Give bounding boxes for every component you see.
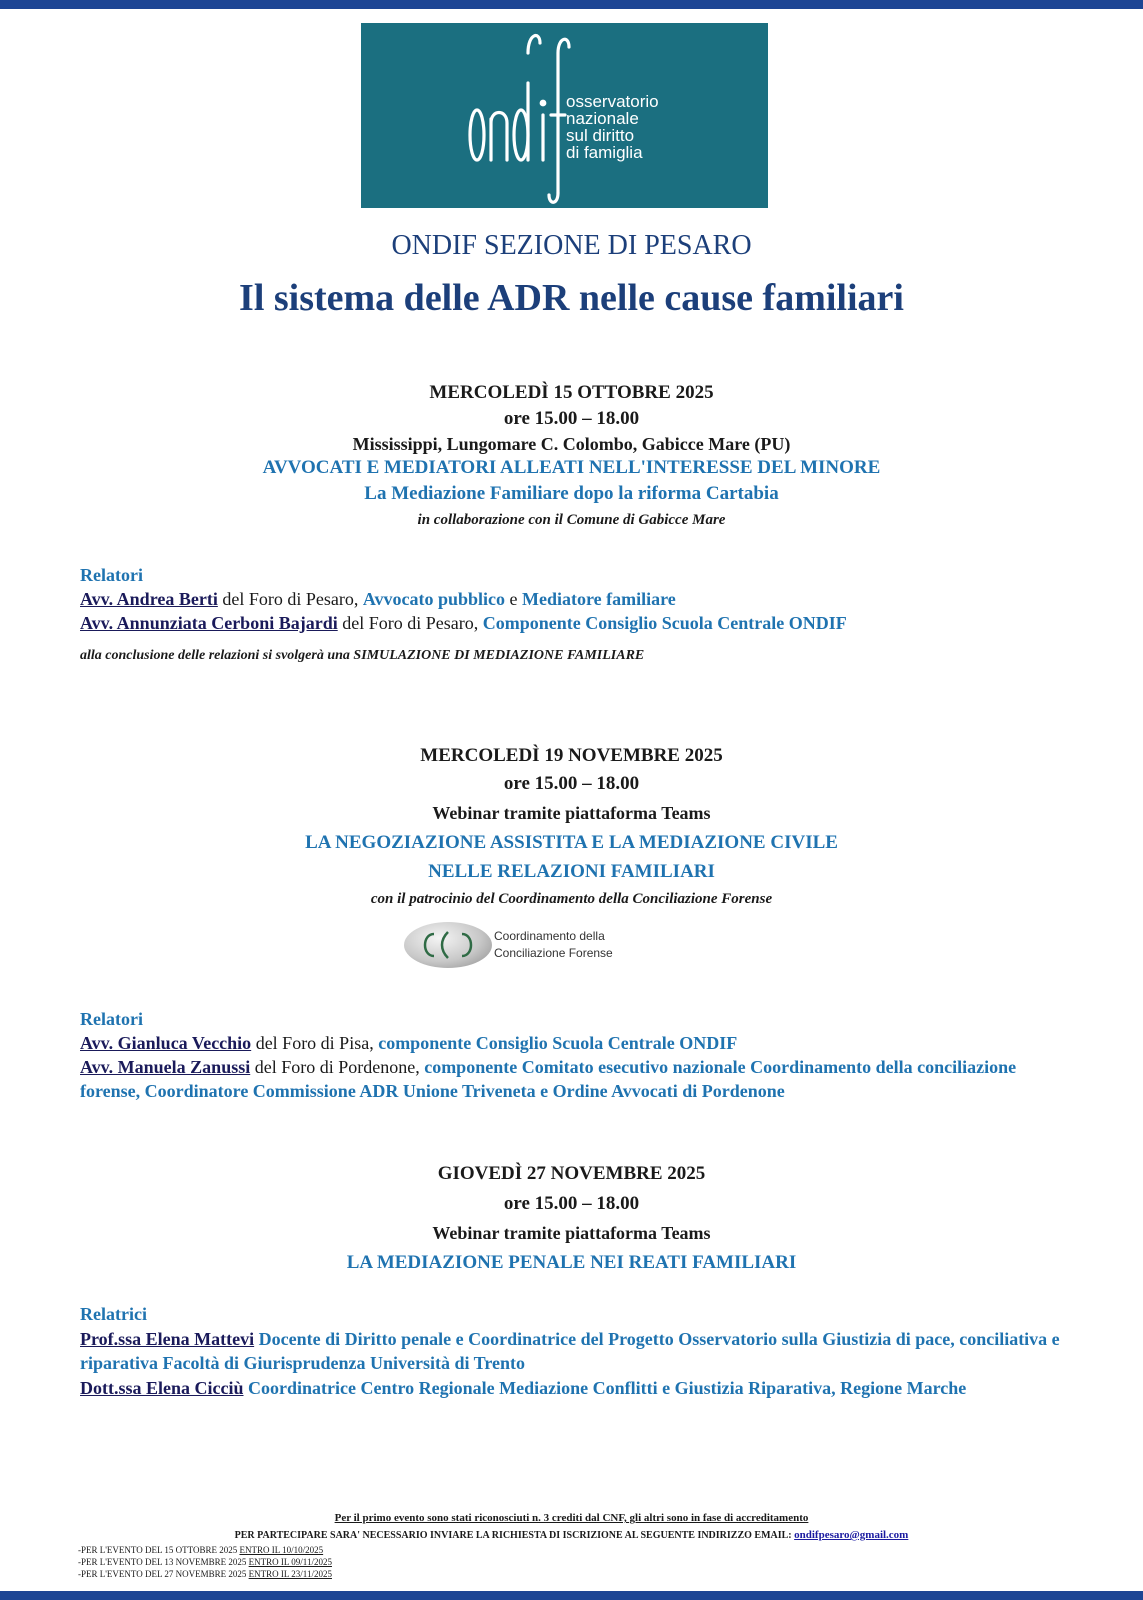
speaker-role: Componente Consiglio Scuola Centrale ONDIF [482, 613, 847, 633]
ccf-logo-line: Conciliazione Forense [494, 946, 613, 960]
event1-topic: AVVOCATI E MEDIATORI ALLEATI NELL'INTERESSE DEL MINORE [262, 457, 881, 478]
event1-subtopic: La Mediazione Familiare dopo la riforma Cartabia [364, 483, 779, 504]
bottom-border [0, 1591, 1143, 1600]
event2-place: Webinar tramite piattaforma Teams [432, 803, 711, 823]
email-link[interactable]: ondifpesaro@gmail.com [794, 1529, 909, 1541]
event1-note: in collaborazione con il Comune di Gabicce Mare [417, 512, 726, 528]
credits-note: Per il primo evento sono stati riconosciuti n. 3 crediti dal CNF, gli altri sono in fase di accreditamento [334, 1512, 809, 1524]
registration-text: PER PARTECIPARE SARA' NECESSARIO INVIARE LA RICHIESTA DI ISCRIZIONE AL SEGUENTE INDIRIZZO EMAIL: [234, 1530, 795, 1541]
event2-date: MERCOLEDÌ 19 NOVEMBRE 2025 [420, 745, 723, 766]
event3-speakers-label: Relatrici [80, 1304, 147, 1324]
ccf-logo-line: Coordinamento della [494, 929, 605, 943]
event1-speakers-label: Relatori [80, 565, 143, 585]
event2-time: ore 15.00 – 18.00 [503, 773, 640, 794]
event3-speaker-1 [80, 1327, 1080, 1375]
deadline-3 [78, 1569, 1143, 1579]
speaker-affiliation: del Foro di Pordenone, [250, 1057, 425, 1077]
speaker-affiliation: del Foro di Pesaro, [337, 613, 483, 633]
event3-place: Webinar tramite piattaforma Teams [432, 1223, 711, 1243]
event1-place: Mississippi, Lungomare C. Colombo, Gabicce Mare (PU) [352, 434, 791, 454]
tagline-line: nazionale [566, 109, 639, 128]
deadline-2 [78, 1557, 1143, 1567]
event1-speaker-2 [80, 611, 1080, 635]
tagline-line: osservatorio [566, 92, 659, 111]
ondif-wordmark-icon [465, 23, 575, 208]
event2-speaker-1 [80, 1031, 1080, 1055]
ccf-monogram-icon [404, 922, 492, 968]
tagline-line: sul diritto [566, 126, 635, 145]
event3-speaker-2 [80, 1376, 1080, 1400]
speaker-name: Avv. Gianluca Vecchio [80, 1033, 252, 1053]
speaker-name: Avv. Manuela Zanussi [80, 1057, 251, 1077]
event2-speaker-2 [80, 1055, 1080, 1103]
speaker-role: Coordinatrice Centro Regionale Mediazione Conflitti e Giustizia Riparativa, Regione Marche [243, 1378, 967, 1398]
coordinamento-logo [404, 920, 644, 970]
top-border [0, 0, 1143, 9]
speaker-conjunction: e [505, 589, 523, 609]
deadline-date: ENTRO IL 09/11/2025 [248, 1557, 332, 1567]
ondif-logo [361, 23, 768, 208]
speaker-name: Avv. Andrea Berti [80, 589, 218, 609]
section-heading: ONDIF SEZIONE DI PESARO [391, 230, 752, 261]
speaker-name: Avv. Annunziata Cerboni Bajardi [80, 613, 338, 633]
deadline-event: -PER L'EVENTO DEL 27 NOVEMBRE 2025 [78, 1569, 249, 1579]
speaker-role: Mediatore familiare [522, 589, 676, 609]
event1-speaker-1 [80, 587, 1080, 611]
ondif-tagline [566, 93, 659, 161]
deadline-date: ENTRO IL 10/10/2025 [239, 1545, 324, 1555]
speaker-name: Prof.ssa Elena Mattevi [80, 1329, 255, 1349]
event1-time: ore 15.00 – 18.00 [503, 408, 640, 429]
event2-subtopic: NELLE RELAZIONI FAMILIARI [428, 861, 715, 882]
speaker-role: Docente di Diritto penale e Coordinatrice del Progetto Osservatorio sulla Giustizia di pace, conciliativa e riparativa Facoltà di Giurisprudenza Università di Trento [80, 1329, 1060, 1373]
speaker-role: componente Comitato esecutivo nazionale Coordinamento della conciliazione forense, Coordinatore Commissione ADR Unione Triveneta e Ordine Avvocati di Pordenone [80, 1057, 1017, 1101]
event1-date: MERCOLEDÌ 15 OTTOBRE 2025 [429, 382, 714, 403]
event3-time: ore 15.00 – 18.00 [503, 1193, 640, 1214]
deadline-event: -PER L'EVENTO DEL 15 OTTOBRE 2025 [78, 1545, 240, 1555]
event1-simulation-note: alla conclusione delle relazioni si svolgerà una SIMULAZIONE DI MEDIAZIONE FAMILIARE [80, 648, 645, 663]
registration-note [0, 1529, 1143, 1541]
speaker-affiliation: del Foro di Pesaro, [217, 589, 363, 609]
event2-topic: LA NEGOZIAZIONE ASSISTITA E LA MEDIAZIONE CIVILE [305, 832, 838, 853]
event3-date: GIOVEDÌ 27 NOVEMBRE 2025 [437, 1163, 706, 1184]
page-title: Il sistema delle ADR nelle cause familiari [239, 277, 904, 319]
ccf-emblem-icon [404, 922, 492, 968]
speaker-role: componente Consiglio Scuola Centrale ONDIF [378, 1033, 738, 1053]
event2-speakers-label: Relatori [80, 1009, 143, 1029]
deadline-1 [78, 1545, 1143, 1555]
speaker-affiliation: del Foro di Pisa, [251, 1033, 379, 1053]
speaker-role: Avvocato pubblico [362, 589, 506, 609]
event2-note: con il patrocinio del Coordinamento della Conciliazione Forense [370, 891, 773, 907]
speaker-name: Dott.ssa Elena Cicciù [80, 1378, 244, 1398]
event3-topic: LA MEDIAZIONE PENALE NEI REATI FAMILIARI [346, 1252, 797, 1273]
deadline-date: ENTRO IL 23/11/2025 [248, 1569, 332, 1579]
deadline-event: -PER L'EVENTO DEL 13 NOVEMBRE 2025 [78, 1557, 249, 1567]
tagline-line: di famiglia [566, 143, 643, 162]
